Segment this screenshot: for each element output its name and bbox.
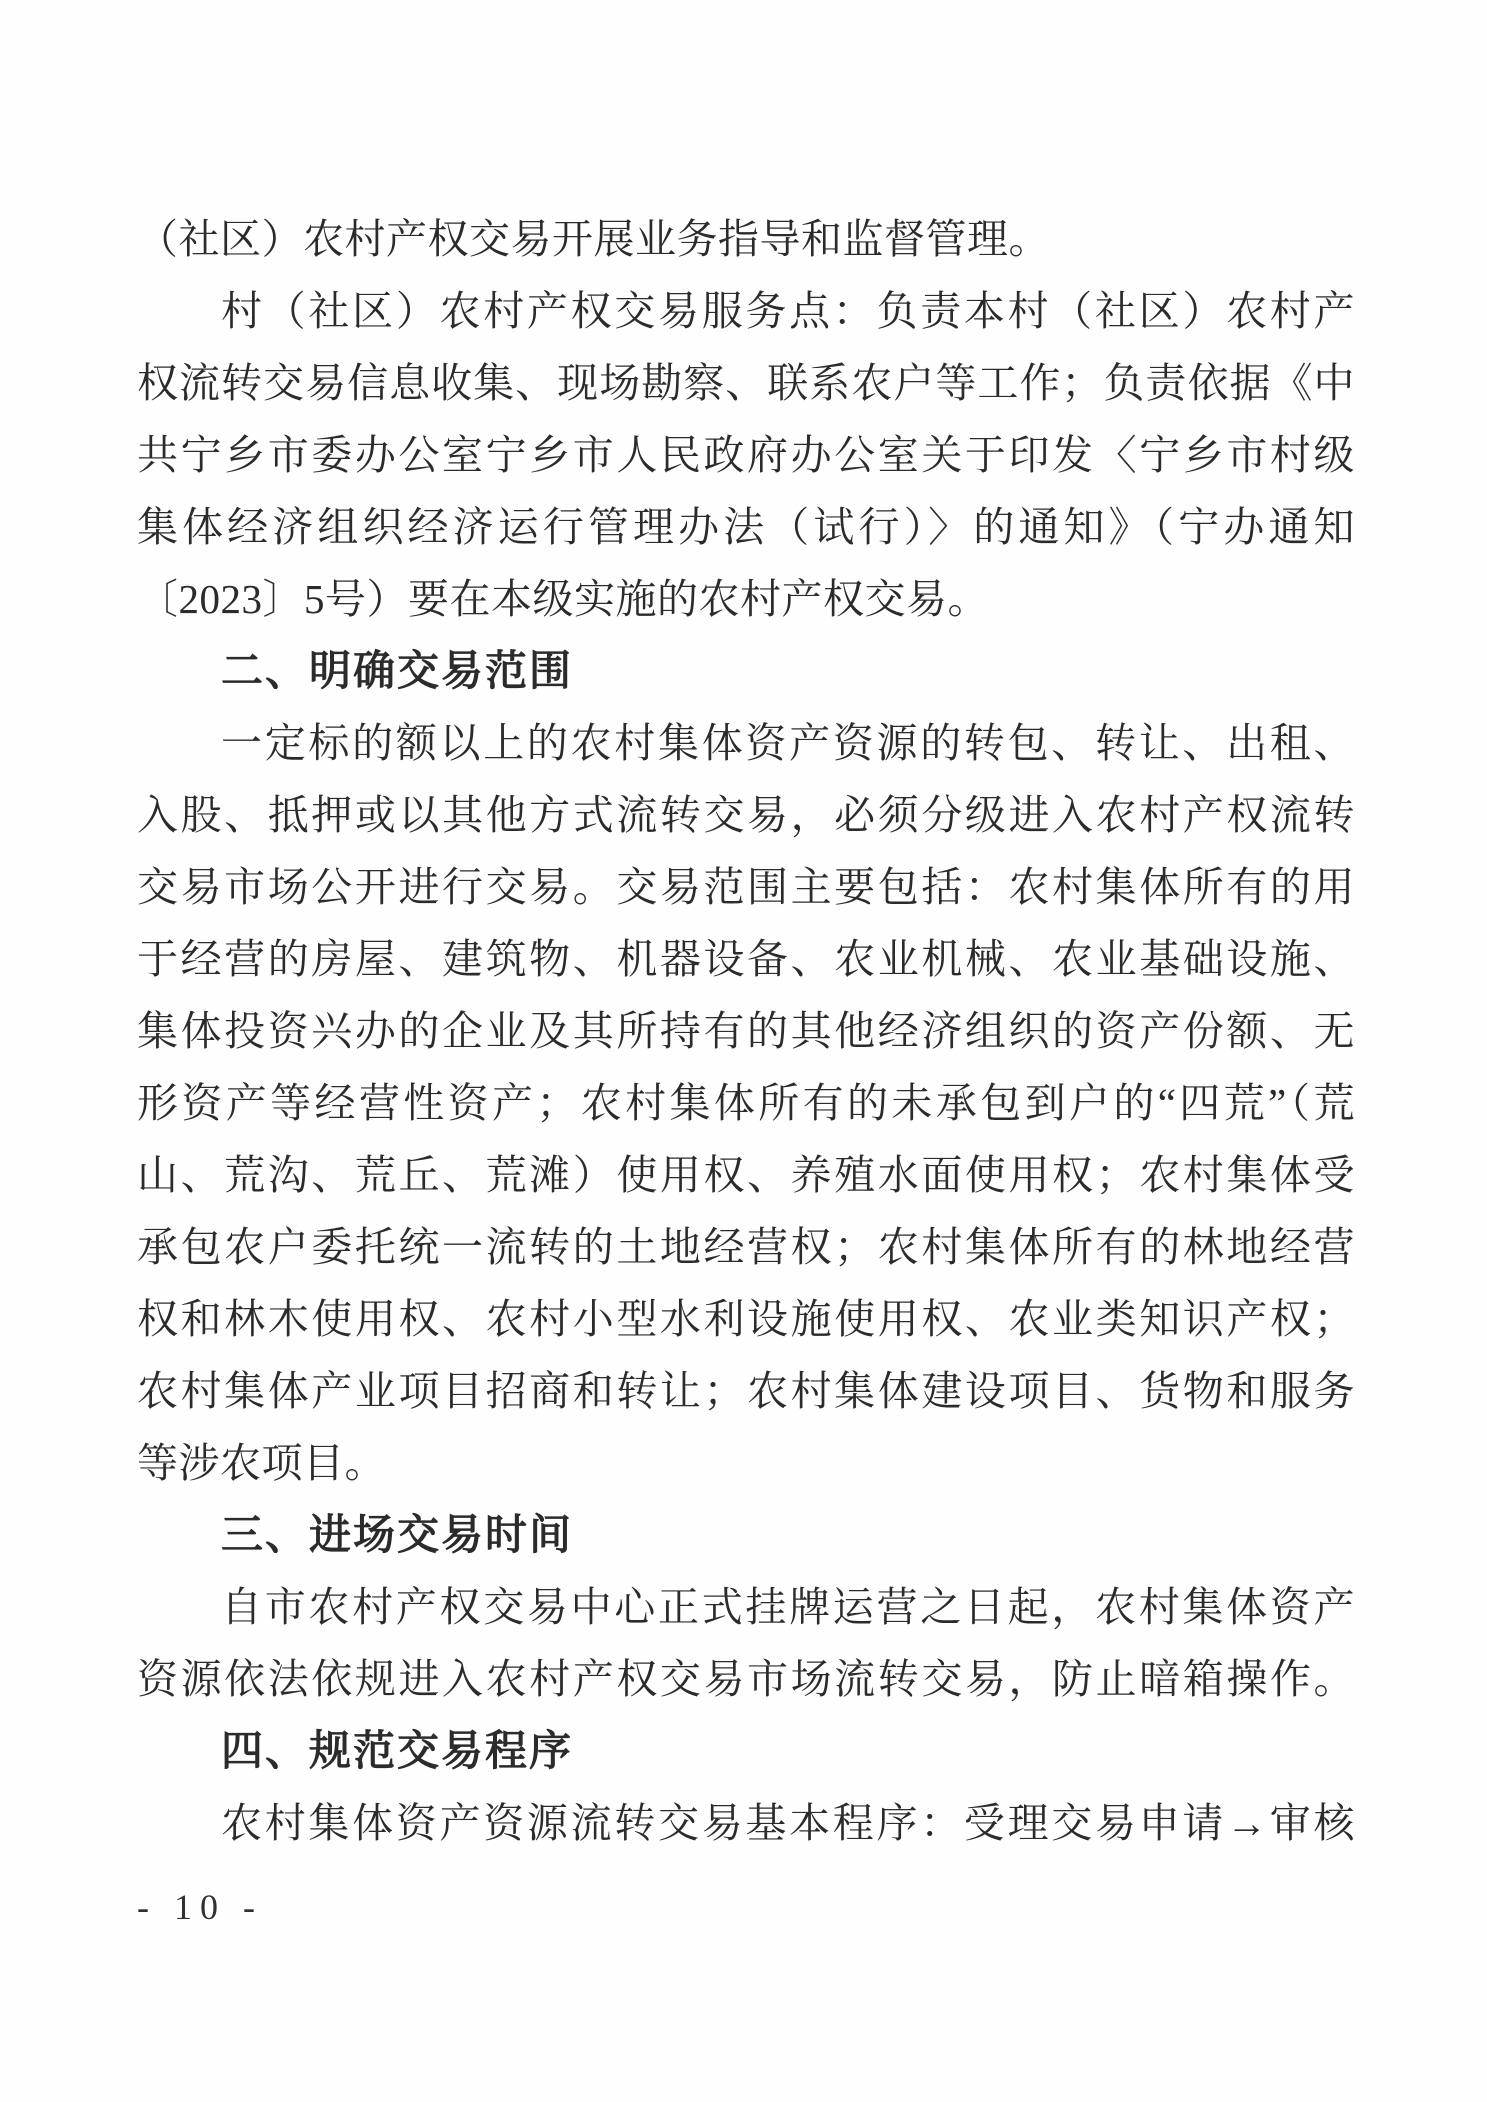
- text-line: 权和林木使用权、农村小型水利设施使用权、农业类知识产权；: [137, 1296, 1355, 1342]
- text-line: 于经营的房屋、建筑物、机器设备、农业机械、农业基础设施、: [137, 936, 1355, 982]
- text-line: 〔2023〕5号）要在本级实施的农村产权交易。: [137, 576, 989, 622]
- text-line: 等涉农项目。: [137, 1440, 386, 1486]
- text-line: 形资产等经营性资产；农村集体所有的未承包到户的“四荒”（荒: [137, 1080, 1355, 1126]
- document-body: [137, 203, 1355, 1859]
- text-line: 农村集体产业项目招商和转让；农村集体建设项目、货物和服务: [137, 1368, 1355, 1414]
- text-line: 资源依法依规进入农村产权交易市场流转交易，防止暗箱操作。: [137, 1656, 1355, 1702]
- text-line: 集体经济组织经济运行管理办法（试行）〉的通知》（宁办通知: [137, 504, 1355, 550]
- text-line: 共宁乡市委办公室宁乡市人民政府办公室关于印发〈宁乡市村级: [137, 432, 1355, 478]
- text-line: 农村集体资产资源流转交易基本程序：受理交易申请→审核: [221, 1800, 1355, 1846]
- section-heading: 四、规范交易程序: [221, 1727, 574, 1774]
- text-line: 权流转交易信息收集、现场勘察、联系农户等工作；负责依据《中: [137, 360, 1355, 406]
- text-line: 承包农户委托统一流转的土地经营权；农村集体所有的林地经营: [137, 1224, 1355, 1270]
- page-number: - 10 -: [137, 1887, 263, 1927]
- section-heading: 三、进场交易时间: [221, 1511, 574, 1558]
- text-line: 交易市场公开进行交易。交易范围主要包括：农村集体所有的用: [137, 864, 1355, 910]
- text-line: （社区）农村产权交易开展业务指导和监督管理。: [137, 216, 1050, 262]
- text-line: 集体投资兴办的企业及其所持有的其他经济组织的资产份额、无: [137, 1008, 1355, 1054]
- section-heading: 二、明确交易范围: [221, 647, 574, 694]
- text-line: 一定标的额以上的农村集体资产资源的转包、转让、出租、: [221, 720, 1355, 766]
- text-line: 入股、抵押或以其他方式流转交易，必须分级进入农村产权流转: [137, 792, 1355, 838]
- text-line: 村（社区）农村产权交易服务点：负责本村（社区）农村产: [221, 288, 1355, 334]
- text-line: 山、荒沟、荒丘、荒滩）使用权、养殖水面使用权；农村集体受: [137, 1152, 1355, 1198]
- text-line: 自市农村产权交易中心正式挂牌运营之日起，农村集体资产: [221, 1584, 1355, 1630]
